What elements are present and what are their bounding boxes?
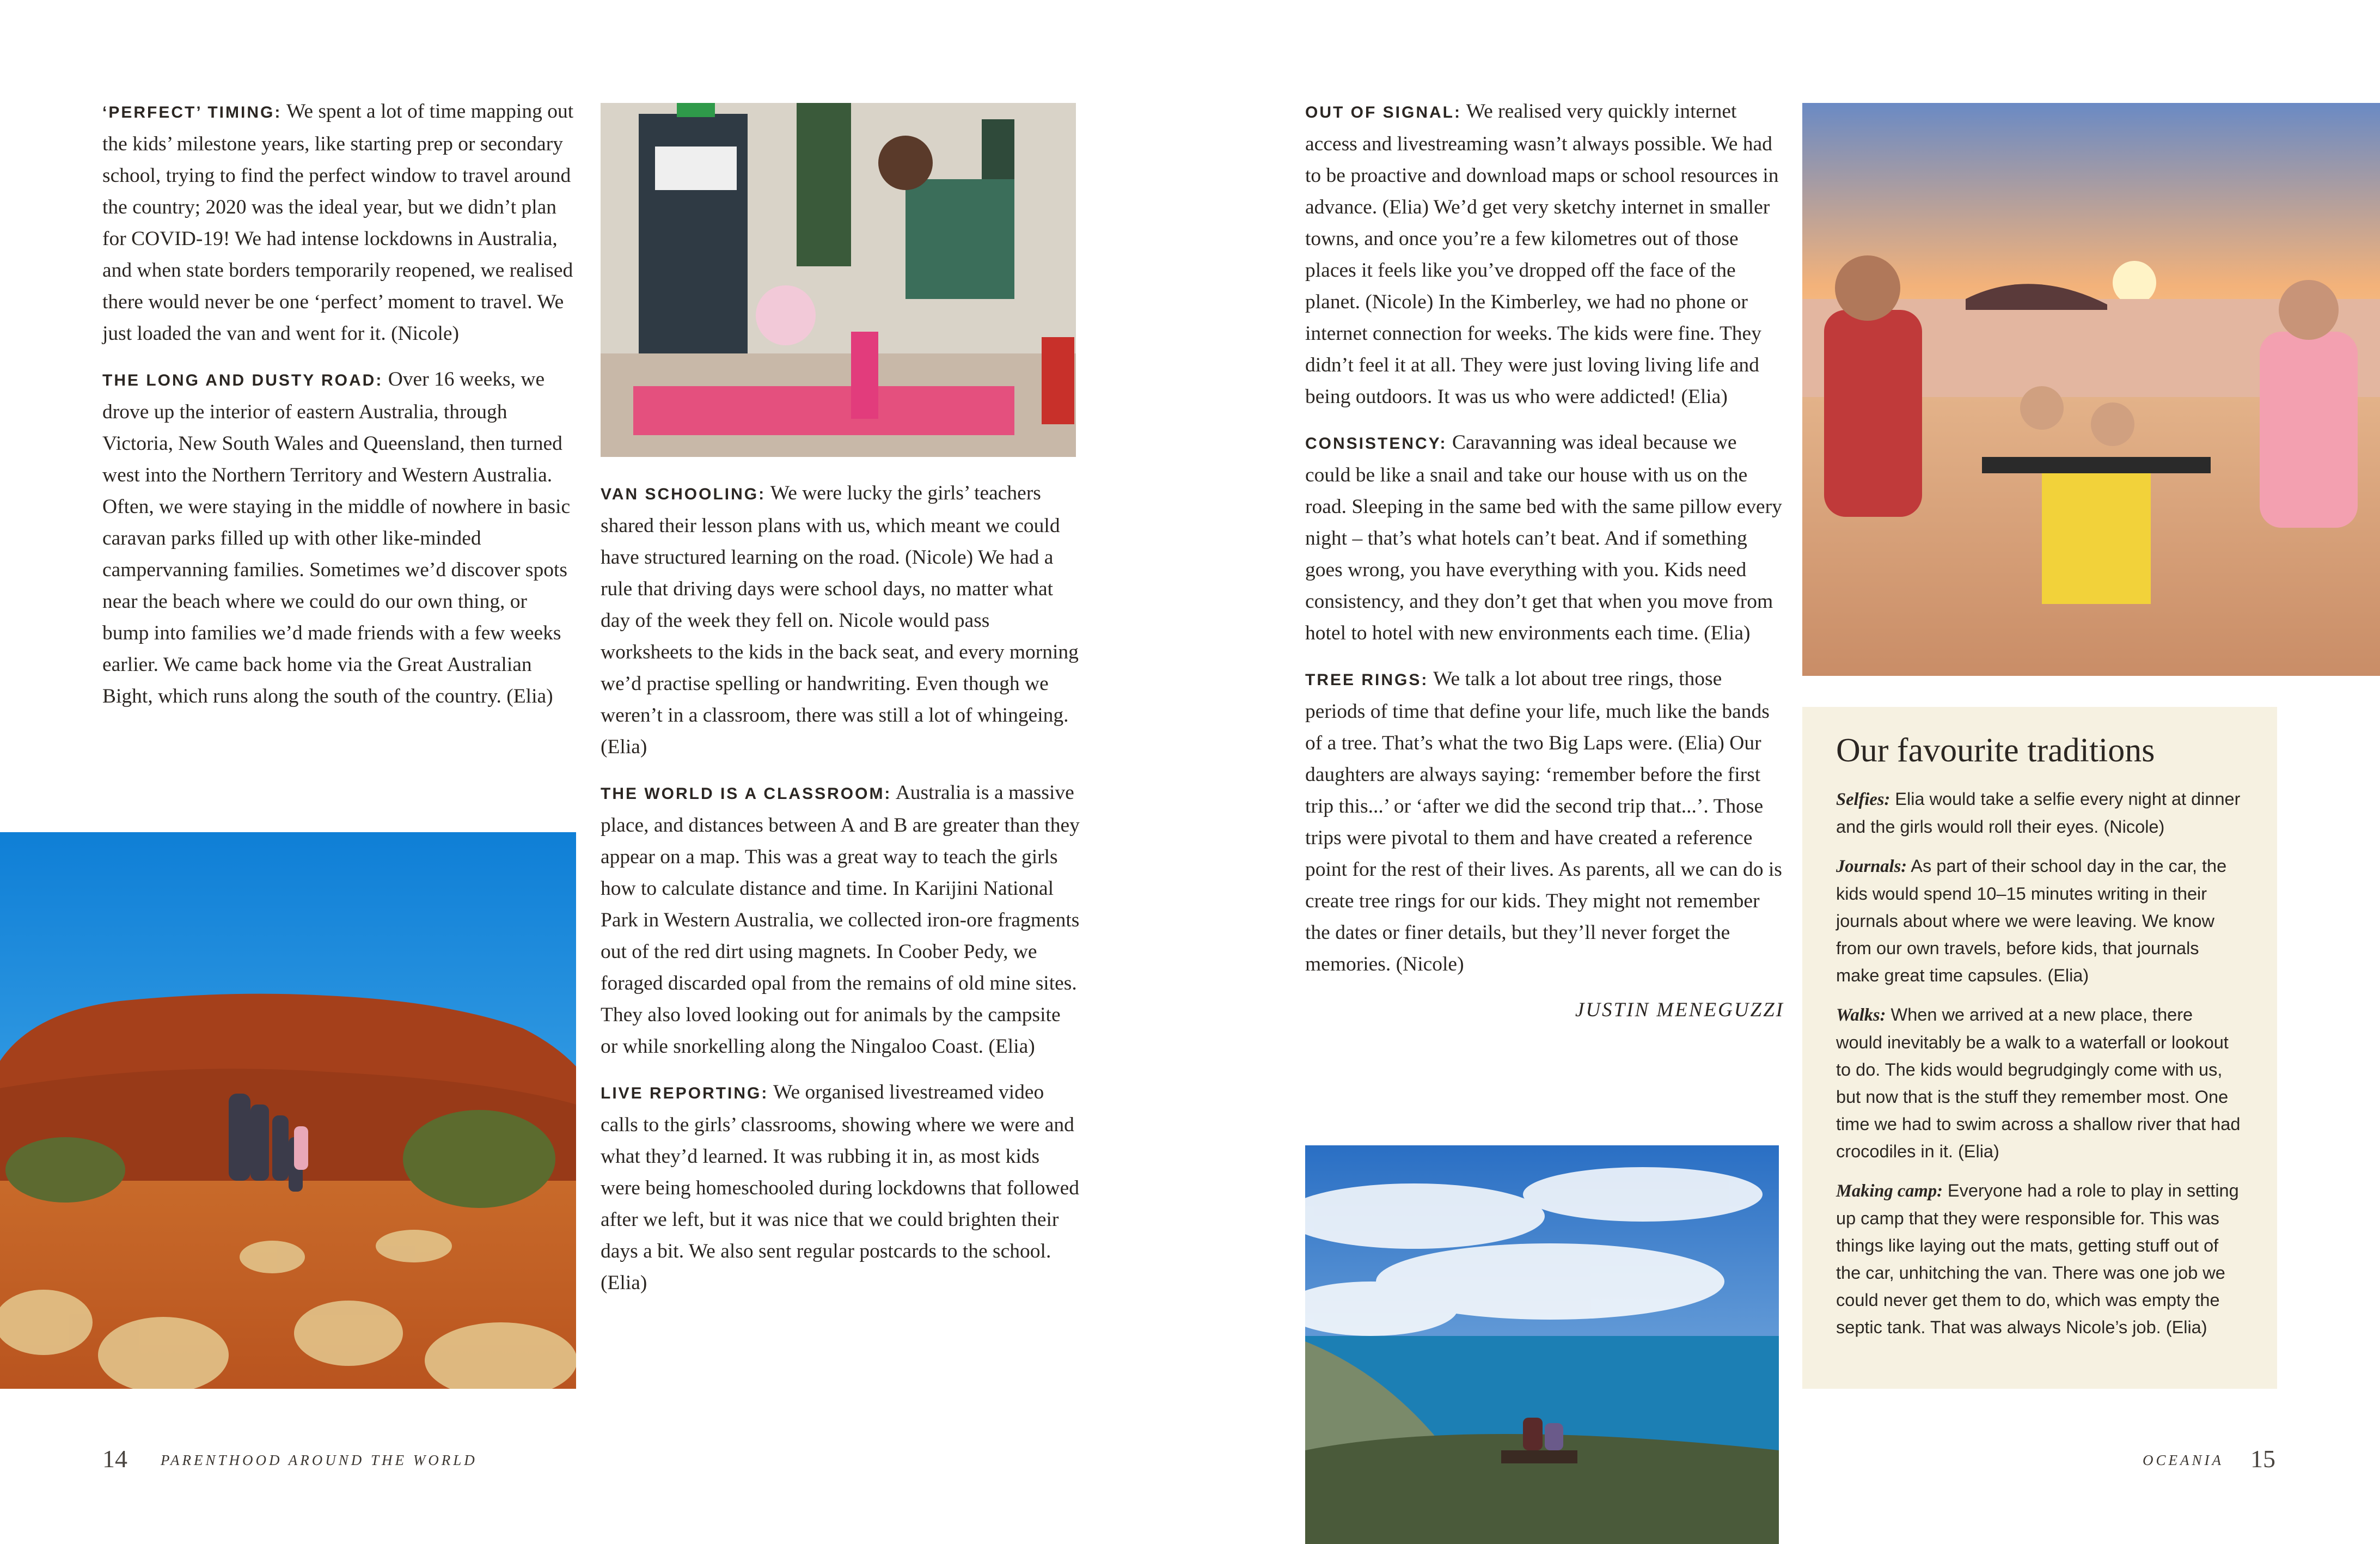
section-heading: THE LONG AND DUSTY ROAD:: [102, 371, 383, 389]
section-text: Over 16 weeks, we drove up the interior of eastern Australia, through Victoria, New South Wales and Queensland, then turned west into the Northern Territory and Western Australia. Often, we were staying in the middle of nowhere in basic caravan parks filled up with other like-minded campervanning families. Sometimes we’d discover spots near the beach where we could do our own thing, or bump into families we’d made friends with a few weeks earlier. We came back home via the Great Australian Bight, which runs along the south of the country. (Elia): [102, 368, 571, 707]
tradition-term: Walks:: [1836, 1005, 1886, 1025]
tradition-term: Selfies:: [1836, 790, 1890, 809]
left-column-2: [601, 478, 1080, 1313]
paragraph-world-classroom: [601, 777, 1080, 1063]
paragraph-out-of-signal: [1305, 96, 1784, 413]
photo-art-studio: [601, 103, 1076, 457]
paragraph-tree-rings: [1305, 663, 1784, 980]
paragraph-live-reporting: [601, 1077, 1080, 1299]
running-head-left: PARENTHOOD AROUND THE WORLD: [161, 1452, 478, 1468]
photo-coastal-lookout: [1305, 1145, 1779, 1544]
photo-beach-sunset-camp: [1802, 103, 2380, 676]
byline: JUSTIN MENEGUZZI: [1575, 999, 1784, 1021]
section-heading: OUT OF SIGNAL:: [1305, 103, 1461, 121]
tradition-term: Journals:: [1836, 857, 1907, 876]
tradition-term: Making camp:: [1836, 1181, 1943, 1201]
section-text: We talk a lot about tree rings, those periods of time that define your life, much like the bands of a tree. That’s what the two Big Laps were. (Elia) Our daughters are always saying: ‘remember before the first trip this...’ or ‘after we did the second trip that...’. Those trips were pivotal to them and have created a reference point for the rest of their lives. As parents, all we can do is create tree rings for our kids. They might not remember the dates or finer details, but they’ll never forget the memories. (Nicole): [1305, 668, 1782, 975]
tradition-text: As part of their school day in the car, the kids would spend 10–15 minutes writing in their journals about where we were leaving. We know from our own travels, before kids, that journals make great time capsules. (Elia): [1836, 856, 2227, 985]
paragraph-perfect-timing: [102, 96, 576, 350]
paragraph-van-schooling: [601, 478, 1080, 763]
page-number-left: 14: [102, 1445, 127, 1473]
section-heading: THE WORLD IS A CLASSROOM:: [601, 785, 892, 803]
section-text: We realised very quickly internet access and livestreaming wasn’t always possible. We had to be proactive and download maps or school resources in advance. (Elia) We’d get very sketchy internet in smaller towns, and once you’re a few kilometres out of those places it feels like you’ve dropped off the face of the planet. (Nicole) In the Kimberley, we had no phone or internet connection for weeks. The kids were fine. They didn’t feel it at all. They were just loving living life and being outdoors. It was us who were addicted! (Elia): [1305, 100, 1779, 408]
page-number-right: 15: [2250, 1445, 2275, 1473]
section-heading: ‘PERFECT’ TIMING:: [102, 103, 282, 121]
paragraph-long-dusty-road: [102, 364, 576, 712]
section-text: Australia is a massive place, and distances between A and B are greater than they appear on a map. This was a great way to teach the girls how to calculate distance and time. In Karijini National Park in Western Australia, we collected iron-ore fragments out of the red dirt using magnets. In Coober Pedy, we foraged discarded opal from the remains of old mine sites. They also loved looking out for animals by the campsite or while snorkelling along the Ningaloo Coast. (Elia): [601, 782, 1080, 1058]
tradition-item: [1836, 1001, 2243, 1165]
tradition-text: Elia would take a selfie every night at dinner and the girls would roll their eyes. (Nicole): [1836, 789, 2241, 837]
left-column-1: [102, 96, 576, 727]
paragraph-consistency: [1305, 427, 1784, 649]
section-text: We were lucky the girls’ teachers shared their lesson plans with us, which meant we could have structured learning on the road. (Nicole) We had a rule that driving days were school days, no matter what day of the week they fell on. Nicole would pass worksheets to the kids in the back seat, and every morning we’d practise spelling or handwriting. Even though we weren’t in a classroom, there was still a lot of whingeing. (Elia): [601, 482, 1079, 758]
tradition-item: [1836, 785, 2243, 840]
section-text: Caravanning was ideal because we could be like a snail and take our house with us on the road. Sleeping in the same bed with the same pillow every night – that’s what hotels can’t beat. And if something goes wrong, you have everything with you. Kids need consistency, and they don’t get that when you move from hotel to hotel with new environments each time. (Elia): [1305, 431, 1782, 644]
section-text: We organised livestreamed video calls to the girls’ classrooms, showing where we were and what they’d learned. It was rubbing it in, as most kids were being homeschooled during lockdowns that followed after we left, but it was nice that we could brighten their days a bit. We also sent regular postcards to the school. (Elia): [601, 1081, 1079, 1294]
section-heading: TREE RINGS:: [1305, 671, 1429, 689]
traditions-sidebar: [1802, 707, 2277, 1389]
section-text: We spent a lot of time mapping out the kids’ milestone years, like starting prep or secondary school, trying to find the perfect window to travel around the country; 2020 was the ideal year, but we didn’t plan for COVID-19! We had intense lockdowns in Australia, and when state borders temporarily reopened, we realised there would never be one ‘perfect’ moment to travel. We just loaded the van and went for it. (Nicole): [102, 100, 574, 345]
right-column-1: [1305, 96, 1784, 1026]
section-heading: LIVE REPORTING:: [601, 1084, 769, 1102]
tradition-text: Everyone had a role to play in setting up camp that they were responsible for. This was things like laying out the mats, getting stuff out of the car, unhitching the van. There was one job we could never get them to do, which was empty the septic tank. That was always Nicole’s job. (Elia): [1836, 1181, 2239, 1337]
section-heading: CONSISTENCY:: [1305, 435, 1447, 453]
section-heading: VAN SCHOOLING:: [601, 485, 766, 503]
tradition-item: [1836, 1177, 2243, 1341]
photo-uluru-family: [0, 832, 576, 1389]
tradition-text: When we arrived at a new place, there would inevitably be a walk to a waterfall or lookout to do. The kids would begrudgingly come with us, but now that is the stuff they remember most. One time we had to swim across a shallow river that had crocodiles in it. (Elia): [1836, 1005, 2241, 1161]
tradition-item: [1836, 852, 2243, 989]
running-head-right: OCEANIA: [2143, 1452, 2224, 1468]
sidebar-title: Our favourite traditions: [1836, 732, 2155, 769]
